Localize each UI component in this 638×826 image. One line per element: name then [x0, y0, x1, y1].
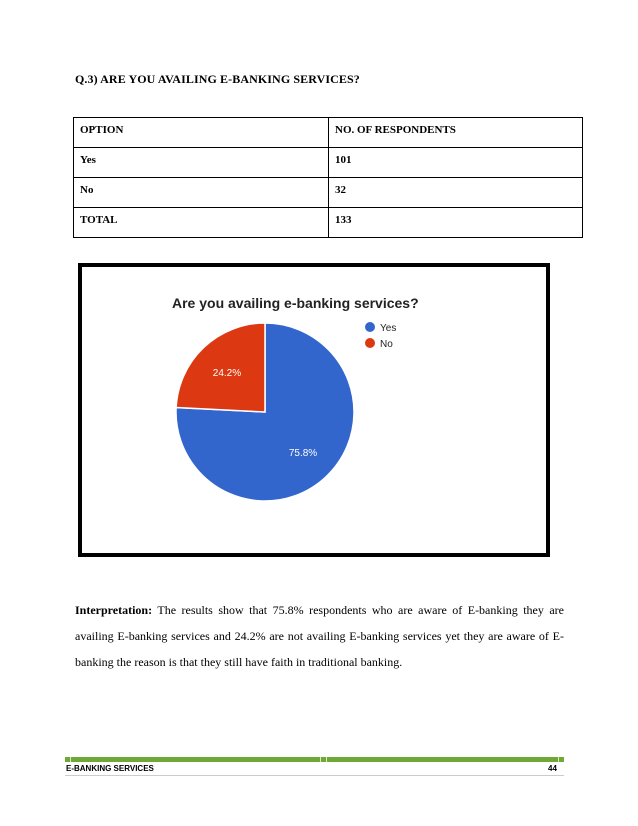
interpretation-text: The results show that 75.8% respondents who are aware of E-banking they are availing E-banking services and 24.2% are not availing E-banking services yet they are aware of E-banking the reason is that they still have faith in traditional banking.: [75, 603, 564, 669]
legend-marker-no: [365, 338, 375, 348]
table-row: [74, 208, 583, 238]
cell-option: TOTAL: [74, 208, 329, 238]
header-respondents: NO. OF RESPONDENTS: [329, 118, 583, 148]
cell-count: 101: [329, 148, 583, 178]
cell-count: 133: [329, 208, 583, 238]
cell-option: No: [74, 178, 329, 208]
legend-label-yes: Yes: [380, 323, 397, 334]
cell-option: Yes: [74, 148, 329, 178]
footer-divider: [65, 775, 564, 776]
interpretation-paragraph: [75, 597, 564, 675]
interpretation-label: Interpretation:: [75, 603, 153, 617]
question-heading: Q.3) ARE YOU AVAILING E-BANKING SERVICES?: [75, 72, 360, 86]
header-option: OPTION: [74, 118, 329, 148]
table-header-row: [74, 118, 583, 148]
legend-label-no: No: [380, 339, 393, 350]
pie-chart-frame: [78, 263, 550, 557]
slice-label-no: 24.2%: [212, 368, 242, 380]
cell-count: 32: [329, 178, 583, 208]
footer-title: E-BANKING SERVICES: [66, 764, 154, 773]
table-row: [74, 178, 583, 208]
page-number: 44: [548, 764, 557, 773]
respondents-table: [73, 117, 583, 238]
footer-bar: [65, 757, 564, 762]
table-row: [74, 148, 583, 178]
chart-title: Are you availing e-banking services?: [172, 295, 419, 311]
slice-label-yes: 75.8%: [288, 447, 318, 459]
legend-marker-yes: [365, 322, 375, 332]
pie-chart: [82, 267, 546, 553]
